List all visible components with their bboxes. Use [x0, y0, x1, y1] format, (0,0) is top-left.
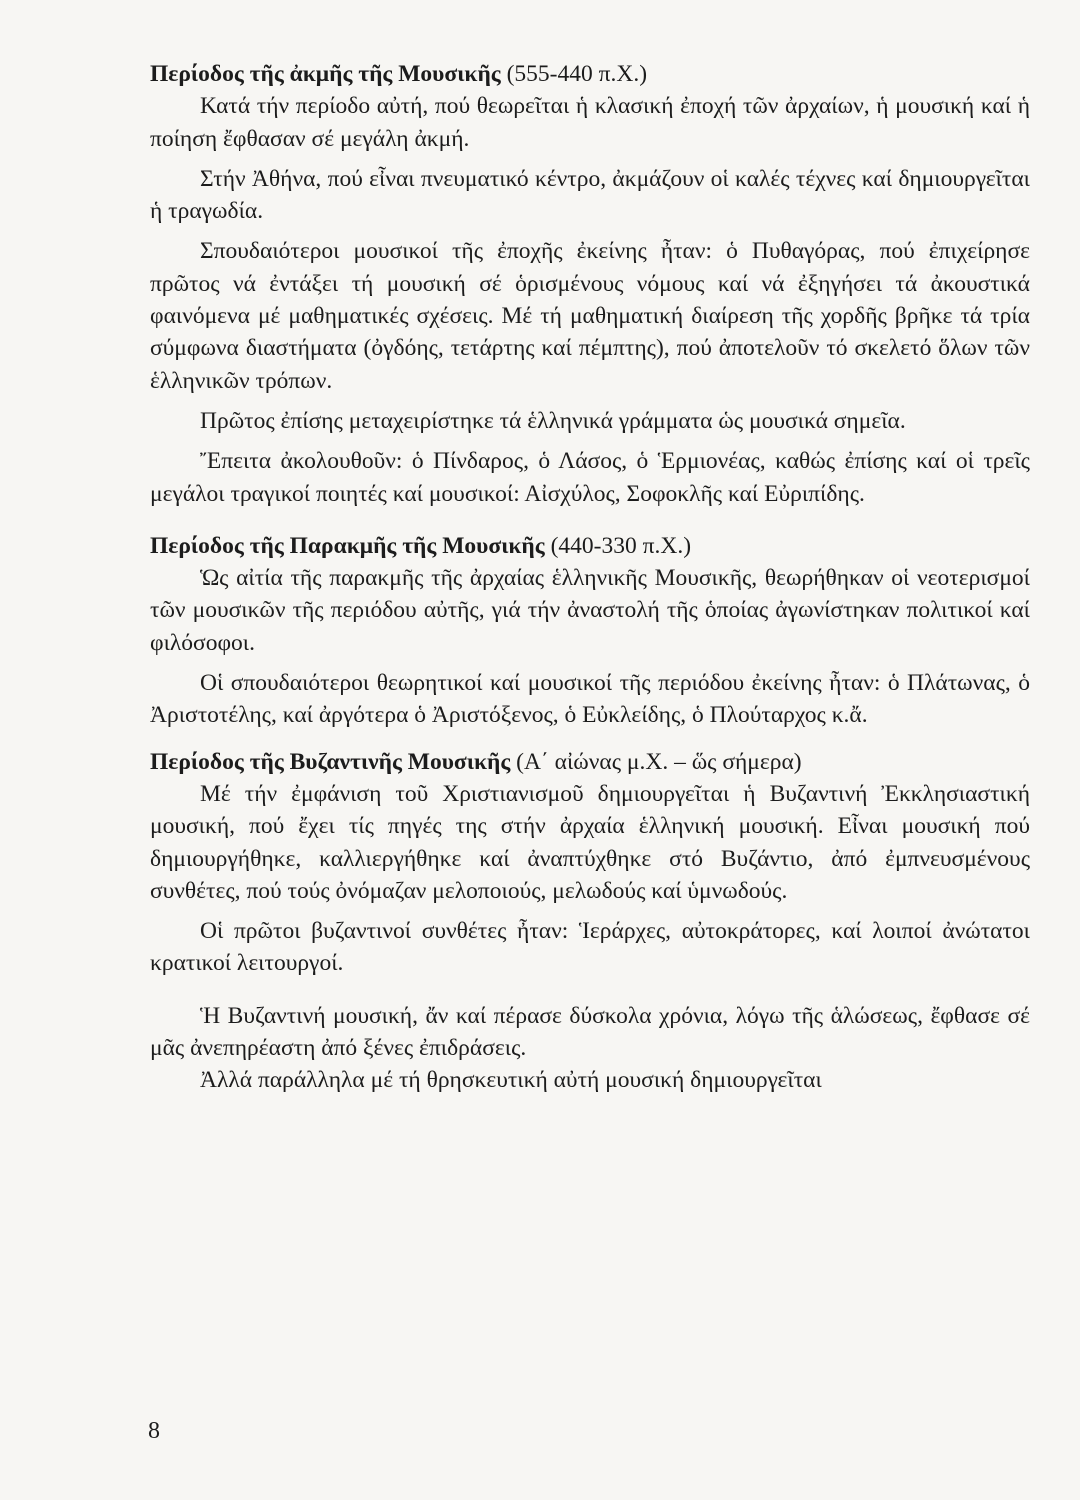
paragraph: Ὡς αἰτία τῆς παρακμῆς τῆς ἀρχαίας ἑλληνικῆς Μουσικῆς, θεωρήθηκαν οἱ νεοτερισμοί τῶν μουσικῶν τῆς περιόδου αὐτῆς, γιά τήν ἀναστολή τῆς ὁποίας ἀγωνίστηκαν πολιτικοί καί φιλόσοφοι.: [150, 565, 1030, 656]
section-heading: Περίοδος τῆς ἀκμῆς τῆς Μουσικῆς (555-440 π.Χ.): [150, 61, 648, 87]
page-number: 8: [148, 1418, 160, 1444]
paragraph: Στήν Ἀθήνα, πού εἶναι πνευματικό κέντρο, ἀκμάζουν οἱ καλές τέχνες καί δημιουργεῖται ἡ τραγωδία.: [150, 165, 1030, 225]
paragraph: Κατά τήν περίοδο αὐτή, πού θεωρεῖται ἡ κλασική ἐποχή τῶν ἀρχαίων, ἡ μουσική καί ἡ ποίηση ἔφθασαν σέ μεγάλη ἀκμή.: [150, 93, 1030, 152]
paragraph: Μέ τήν ἐμφάνιση τοῦ Χριστιανισμοῦ δημιουργεῖται ἡ Βυζαντινή Ἐκκλησιαστική μουσική, πού ἔχει τίς πηγές της στήν ἀρχαία ἑλληνική μουσική. Εἶναι μουσική πού δημιουργήθηκε, καλλιεργήθηκε καί ἀναπτύχθηκε στό Βυζάντιο, ἀπό ἐμπνευσμένους συνθέτες, πού τούς ὀνόμαζαν μελοποιούς, μελωδούς καί ὑμνωδούς.: [150, 780, 1030, 904]
paragraph: Οἱ σπουδαιότεροι θεωρητικοί καί μουσικοί τῆς περιόδου ἐκείνης ἦταν: ὁ Πλάτωνας, ὁ Ἀριστοτέλης, καί ἀργότερα ὁ Ἀριστόξενος, ὁ Εὐκλείδης, ὁ Πλούταρχος κ.ἄ.: [150, 670, 1030, 729]
paragraph: Ἀλλά παράλληλα μέ τή θρησκευτική αὐτή μουσική δημιουργεῖται: [200, 1067, 822, 1094]
paragraph: Ἡ Βυζαντινή μουσική, ἄν καί πέρασε δύσκολα χρόνια, λόγω τῆς ἁλώσεως, ἔφθασε σέ μᾶς ἀνεπηρέαστη ἀπό ξένες ἐπιδράσεις.: [150, 1002, 1030, 1062]
paragraph: Οἱ πρῶτοι βυζαντινοί συνθέτες ἦταν: Ἱεράρχες, αὐτοκράτορες, καί λοιποί ἀνώτατοι κρατικοί λειτουργοί.: [150, 918, 1030, 977]
paragraph: Πρῶτος ἐπίσης μεταχειρίστηκε τά ἑλληνικά γράμματα ὡς μουσικά σημεῖα.: [200, 407, 906, 434]
paragraph: Σπουδαιότεροι μουσικοί τῆς ἐποχῆς ἐκείνης ἦταν: ὁ Πυθαγόρας, πού ἐπιχείρησε πρῶτος νά ἐντάξει τή μουσική σέ ὁρισμένους νόμους καί νά ἐξηγήσει τά ἀκουστικά φαινόμενα μέ μαθηματικές σχέσεις. Μέ τή μαθηματική διαίρεση τῆς χορδῆς βρῆκε τά τρία σύμφωνα διαστήματα (ὀγδόης, τετάρτης καί πέμπτης), πού ἀποτελοῦν τό σκελετό ὅλων τῶν ἑλληνικῶν τρόπων.: [150, 238, 1030, 394]
section-heading: Περίοδος τῆς Βυζαντινῆς Μουσικῆς (Α΄ αἰώνας μ.Χ. – ὥς σήμερα): [150, 748, 802, 775]
paragraph: Ἔπειτα ἀκολουθοῦν: ὁ Πίνδαρος, ὁ Λάσος, ὁ Ἑρμιονέας, καθώς ἐπίσης καί οἱ τρεῖς μεγάλοι τραγικοί ποιητές καί μουσικοί: Αἰσχύλος, Σοφοκλῆς καί Εὐριπίδης.: [150, 448, 1030, 507]
section-heading: Περίοδος τῆς Παρακμῆς τῆς Μουσικῆς (440-330 π.Χ.): [150, 532, 692, 559]
page-body: [150, 58, 1030, 1097]
